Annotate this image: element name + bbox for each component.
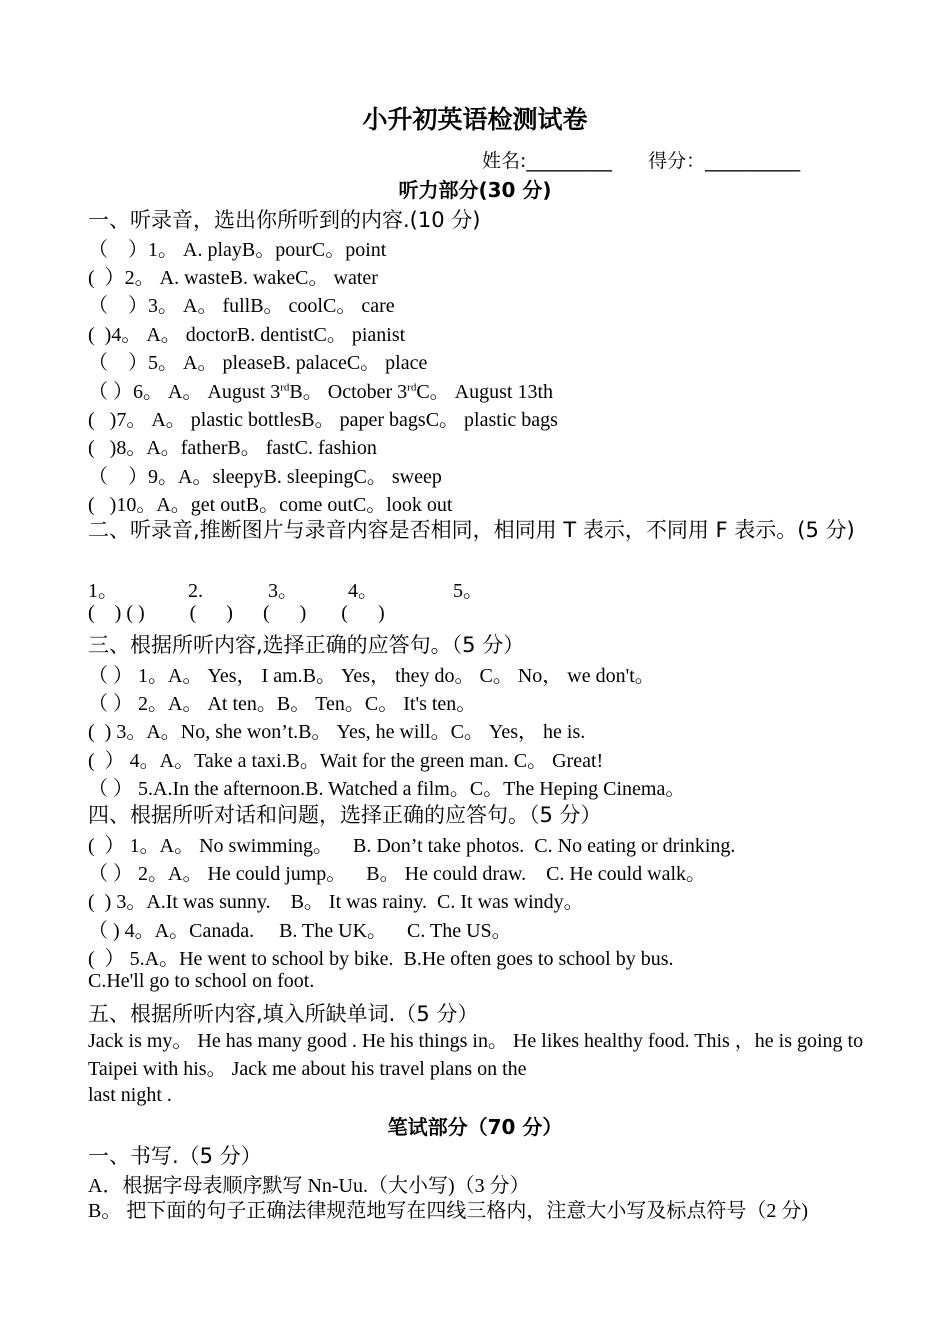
question-item <box>88 375 553 404</box>
section-heading: 一、书写.（5 分） <box>88 1144 262 1168</box>
cloze-passage-end: last night . <box>88 1084 172 1106</box>
question-item: （ ）1。 A. playB。pourC。point <box>88 239 387 261</box>
question-item: ( ) 3。A。No, she won’t.B。 Yes, he will。C。 Yes， he is. <box>88 721 586 743</box>
question-item: （ ） 5.A.In the afternoon.B. Watched a film。C。The Heping Cinema。 <box>88 778 686 800</box>
written-heading: 笔试部分（70 分） <box>387 1115 563 1139</box>
question-item: ( )7。 A。 plastic bottlesB。 paper bagsC。 plastic bags <box>88 409 558 431</box>
question-item-continued: C.He'll go to school on foot. <box>88 970 315 992</box>
student-info <box>482 146 800 173</box>
section-heading: 三、根据所听内容,选择正确的应答句。（5 分） <box>88 633 525 657</box>
section-heading: 五、根据所听内容,填入所缺单词.（5 分） <box>88 1002 479 1026</box>
question-item: ( ） 5.A。He went to school by bike. B.He often goes to school by bus. <box>88 948 674 970</box>
item-text: C。 August 13th <box>416 381 554 403</box>
section-heading: 二、听录音,推断图片与录音内容是否相同，相同用 T 表示，不同用 F 表示。(5 分) <box>88 518 855 542</box>
question-item: ( ) 3。A.It was sunny. B。 It was rainy. C. It was windy。 <box>88 891 584 913</box>
question-item: ( ）2。 A. wasteB. wakeC。 water <box>88 267 378 289</box>
section-heading: 四、根据所听对话和问题，选择正确的应答句。（5 分） <box>88 803 602 827</box>
listening-heading: 听力部分(30 分) <box>398 178 552 202</box>
ordinal-suffix: rd <box>280 381 290 394</box>
task-a: A．根据字母表顺序默写 Nn-Uu.（大小写)（3 分） <box>88 1175 530 1197</box>
question-item: （ ）5。 A。 pleaseB. palaceC。 place <box>88 352 428 374</box>
name-label: 姓名: <box>482 150 527 172</box>
item-text: B。 October 3 <box>289 381 408 403</box>
question-item: ( )10。A。get outB。come outC。look out <box>88 494 453 516</box>
question-item: ( ） 4。A。Take a taxi.B。Wait for the green man. C。 Great! <box>88 750 604 772</box>
score-label: 得分： <box>648 150 706 172</box>
task-b: B。 把下面的句子正确法律规范地写在四线三格内，注意大小写及标点符号（2 分) <box>88 1200 808 1222</box>
question-item: ( )4。 A。 doctorB. dentistC。 pianist <box>88 324 406 346</box>
answer-numbers: 1。 2. 3。 4。 5。 <box>88 580 483 602</box>
question-item: （ ） 2。A。 He could jump。 B。 He could draw. C. He could walk。 <box>88 863 707 885</box>
name-blank: _________ <box>526 150 612 172</box>
question-item: （ ）3。 A。 fullB。 coolC。 care <box>88 295 395 317</box>
cloze-passage: Jack is my。 He has many good . He his things in。 He likes healthy food. This ，he is going to Taipei with his。 Jack me about his travel plans on the <box>88 1030 864 1080</box>
question-item: ( )8。A。fatherB。 fastC. fashion <box>88 437 377 459</box>
question-item: ( ） 1。A。 No swimming。 B. Don’t take photos. C. No eating or drinking. <box>88 835 736 857</box>
question-item: （ ）9。A。sleepyB. sleepingC。 sweep <box>88 466 442 488</box>
question-item: （ ) 4。A。Canada. B. The UK。 C. The US。 <box>88 920 512 942</box>
page-title: 小升初英语检测试卷 <box>362 105 588 134</box>
question-item: （ ） 2。A。 At ten。B。 Ten。C。 It's ten。 <box>88 693 477 715</box>
section-heading: 一、听录音，选出你所听到的内容.(10 分) <box>88 208 481 232</box>
item-text: （ ）6。 A。 August 3 <box>88 381 281 403</box>
answer-brackets: ( ) ( ) ( ) ( ) ( ) <box>88 602 385 624</box>
question-item: （ ） 1。A。 Yes， I am.B。 Yes， they do。 C。 No， we don't。 <box>88 665 655 687</box>
ordinal-suffix: rd <box>407 381 417 394</box>
score-blank: __________ <box>705 150 801 172</box>
